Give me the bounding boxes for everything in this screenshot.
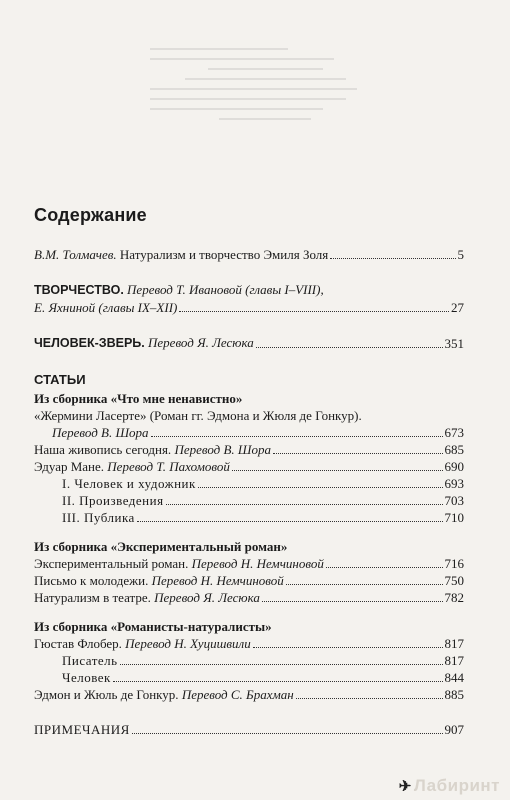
toc-heading: Содержание xyxy=(34,205,147,225)
entry-page: 673 xyxy=(444,425,464,440)
entry-title: Писатель xyxy=(62,653,118,668)
leader-dots xyxy=(198,487,443,488)
entry-page: 885 xyxy=(444,687,464,702)
entry-title: Наша живопись сегодня. xyxy=(34,442,172,457)
entry-page: 693 xyxy=(444,476,464,491)
toc-entry-intro[interactable] xyxy=(34,246,464,263)
entry-title: ТВОРЧЕСТВО. xyxy=(34,283,124,297)
entry-translator: Перевод С. Брахман xyxy=(181,687,294,702)
entry-translator: Перевод В. Шора xyxy=(174,442,271,457)
toc-subentry-1[interactable] xyxy=(34,475,464,492)
entry-author: В.М. Толмачев. xyxy=(34,247,117,262)
articles-heading: СТАТЬИ xyxy=(34,372,86,387)
toc-subentry-2[interactable] xyxy=(34,492,464,509)
group-heading-3: Из сборника «Романисты-натуралисты» xyxy=(34,619,272,634)
leader-dots xyxy=(113,681,443,682)
entry-title: II. Произведения xyxy=(62,493,164,508)
toc-entry-pismo[interactable] xyxy=(34,572,464,589)
entry-page: 27 xyxy=(451,300,464,315)
leader-dots xyxy=(330,258,455,259)
entry-title: ЧЕЛОВЕК-ЗВЕРЬ. xyxy=(34,336,145,350)
leader-dots xyxy=(120,664,443,665)
entry-translator: Перевод Т. Пахомовой xyxy=(107,459,230,474)
leader-dots xyxy=(273,453,443,454)
entry-translator: Перевод В. Шора xyxy=(52,425,149,440)
entry-translator: Перевод Н. Немчиновой xyxy=(151,573,284,588)
entry-title: Гюстав Флобер. xyxy=(34,636,122,651)
entry-page: 907 xyxy=(444,722,464,737)
entry-title: III. Публика xyxy=(62,510,135,525)
leader-dots xyxy=(296,698,443,699)
group-heading-1: Из сборника «Что мне ненавистно» xyxy=(34,391,243,406)
entry-page: 844 xyxy=(444,670,464,685)
leader-dots xyxy=(132,733,443,734)
entry-translator: Перевод Я. Лесюка xyxy=(154,590,260,605)
entry-translator: Перевод Н. Немчиновой xyxy=(191,556,324,571)
entry-translator-cont: Е. Яхниной (главы IX–XII) xyxy=(34,300,178,315)
entry-title: Экспериментальный роман. xyxy=(34,556,189,571)
toc-entry-tvorchestvo[interactable] xyxy=(34,281,464,316)
entry-page: 5 xyxy=(457,247,464,262)
leader-dots xyxy=(286,584,443,585)
leader-dots xyxy=(326,567,443,568)
toc-entry-manet[interactable] xyxy=(34,458,464,475)
leader-dots xyxy=(137,521,443,522)
toc-entry-notes[interactable] xyxy=(34,721,464,738)
leader-dots xyxy=(232,470,443,471)
entry-translator: Перевод Н. Хуцишвили xyxy=(125,636,251,651)
entry-translator: Перевод Т. Ивановой (главы I–VIII), xyxy=(127,282,324,297)
toc-entry-teatr[interactable] xyxy=(34,589,464,606)
toc-entry-experimental[interactable] xyxy=(34,555,464,572)
bird-icon: ✈ xyxy=(398,778,412,795)
entry-page: 716 xyxy=(444,556,464,571)
entry-title: Натурализм и творчество Эмиля Золя xyxy=(119,247,329,262)
table-of-contents xyxy=(34,205,464,738)
toc-entry-goncourt[interactable] xyxy=(34,686,464,703)
toc-subentry-3[interactable] xyxy=(34,509,464,526)
entry-page: 817 xyxy=(444,653,464,668)
entry-title: I. Человек и художник xyxy=(62,476,196,491)
leader-dots xyxy=(256,347,443,348)
entry-page: 351 xyxy=(444,336,464,351)
leader-dots xyxy=(166,504,443,505)
entry-page: 685 xyxy=(444,442,464,457)
toc-subentry-writer[interactable] xyxy=(34,652,464,669)
entry-title: Человек xyxy=(62,670,111,685)
entry-page: 690 xyxy=(444,459,464,474)
watermark-text: Лабиринт xyxy=(413,776,500,795)
watermark-logo xyxy=(399,776,500,796)
leader-dots xyxy=(253,647,443,648)
entry-page: 750 xyxy=(444,573,464,588)
entry-page: 703 xyxy=(444,493,464,508)
entry-title: «Жермини Ласерте» (Роман гг. Эдмона и Жюля де Гонкур). xyxy=(34,408,362,423)
entry-page: 710 xyxy=(444,510,464,525)
entry-title: ПРИМЕЧАНИЯ xyxy=(34,722,130,737)
entry-translator: Перевод Я. Лесюка xyxy=(148,335,254,350)
toc-entry-flaubert[interactable] xyxy=(34,635,464,652)
group-heading-2: Из сборника «Экспериментальный роман» xyxy=(34,539,288,554)
leader-dots xyxy=(151,436,443,437)
entry-title: Эдуар Мане. xyxy=(34,459,105,474)
entry-title: Натурализм в театре. xyxy=(34,590,151,605)
leader-dots xyxy=(262,601,443,602)
entry-page: 782 xyxy=(444,590,464,605)
entry-title: Письмо к молодежи. xyxy=(34,573,149,588)
leader-dots xyxy=(179,311,449,312)
toc-subentry-man[interactable] xyxy=(34,669,464,686)
toc-entry-chelovek-zver[interactable] xyxy=(34,334,464,352)
toc-entry-zhivopis[interactable] xyxy=(34,441,464,458)
toc-entry-germinie[interactable] xyxy=(34,407,464,441)
entry-page: 817 xyxy=(444,636,464,651)
entry-title: Эдмон и Жюль де Гонкур. xyxy=(34,687,179,702)
